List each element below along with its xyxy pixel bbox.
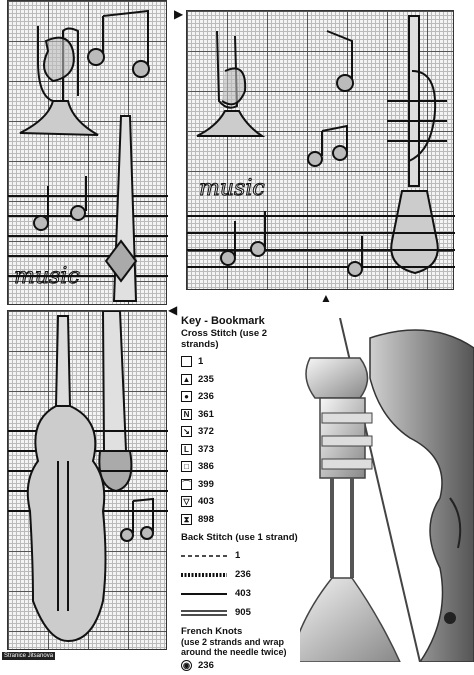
floss-code: 373 — [198, 443, 214, 455]
cross-stitch-row — [181, 511, 301, 529]
cross-stitch-row — [181, 423, 301, 441]
floss-code: 1 — [235, 550, 241, 561]
french-knots-list — [181, 657, 301, 675]
backstitch-row — [181, 565, 301, 584]
backstitch-dashed-line-icon — [181, 552, 227, 560]
stitch-symbol-icon — [181, 356, 192, 367]
floss-code: 1 — [198, 356, 204, 368]
stitch-key — [181, 315, 301, 675]
chart-panel-bottom-left — [7, 310, 167, 650]
key-title: Key - Bookmark — [181, 315, 265, 327]
stitch-symbol-icon: ● — [181, 391, 192, 402]
center-arrow-top-right-left: ▶ — [174, 7, 184, 21]
chart-panel-top-right — [186, 10, 454, 290]
backstitch-row — [181, 584, 301, 603]
floss-code: 236 — [198, 391, 214, 403]
cross-stitch-list — [181, 353, 301, 528]
floss-code: 403 — [235, 588, 251, 599]
trumpet-clarinet-pattern — [8, 1, 168, 306]
stitch-symbol-icon: □ — [181, 461, 192, 472]
cross-stitch-row — [181, 353, 301, 371]
french-knots-note: (use 2 strands and wrap around the needle twice) — [181, 637, 287, 657]
floss-code: 386 — [198, 461, 214, 473]
backstitch-solid-line-icon — [181, 590, 227, 598]
center-arrow-top-right-bottom: ▲ — [320, 291, 332, 305]
cross-stitch-row — [181, 476, 301, 494]
chart-panel-top-left — [7, 0, 167, 305]
cross-stitch-row — [181, 388, 301, 406]
french-knot-row — [181, 657, 301, 675]
backstitch-row — [181, 603, 301, 622]
stitch-symbol-icon: ⌒ — [182, 479, 191, 489]
floss-code: 235 — [198, 373, 214, 385]
stitch-symbol-icon: ▲ — [182, 374, 191, 384]
cross-stitch-row — [181, 441, 301, 459]
floss-code: 905 — [235, 607, 251, 618]
floss-code: 399 — [198, 478, 214, 490]
music-script-left: music — [14, 264, 80, 289]
stitch-symbol-icon: ⧗ — [181, 514, 192, 525]
floss-code: 361 — [198, 408, 214, 420]
cross-stitch-row — [181, 371, 301, 389]
cross-stitch-row — [181, 493, 301, 511]
floss-code: 236 — [235, 569, 251, 580]
credit-text: Stranice Jitsanova — [4, 653, 54, 659]
stitch-symbol-icon: ▽ — [181, 496, 192, 507]
floss-code: 372 — [198, 426, 214, 438]
cross-stitch-row — [181, 458, 301, 476]
floss-code: 898 — [198, 513, 214, 525]
stitch-symbol-icon: N — [181, 409, 192, 420]
backstitch-chain-line-icon — [181, 571, 227, 579]
floss-code: 236 — [198, 660, 214, 672]
french-knots-header: French Knots — [181, 626, 243, 637]
center-arrow-left-side: ◀ — [168, 303, 178, 317]
trumpet-music-pattern — [187, 11, 455, 291]
cross-stitch-header: Cross Stitch (use 2 strands) — [181, 328, 268, 350]
backstitch-double-line-icon — [181, 609, 227, 617]
stitch-symbol-icon: L — [181, 444, 192, 455]
cross-stitch-row — [181, 406, 301, 424]
clarinet-violin-pattern — [8, 311, 168, 651]
backstitch-header: Back Stitch (use 1 strand) — [181, 532, 298, 543]
french-knot-icon: ◉ — [181, 660, 192, 671]
music-script-right: music — [199, 176, 265, 201]
backstitch-row — [181, 546, 301, 565]
floss-code: 403 — [198, 496, 214, 508]
backstitch-list — [181, 546, 301, 622]
stitch-symbol-icon: ↘ — [181, 426, 192, 437]
trumpet-violin-photo — [300, 318, 474, 662]
